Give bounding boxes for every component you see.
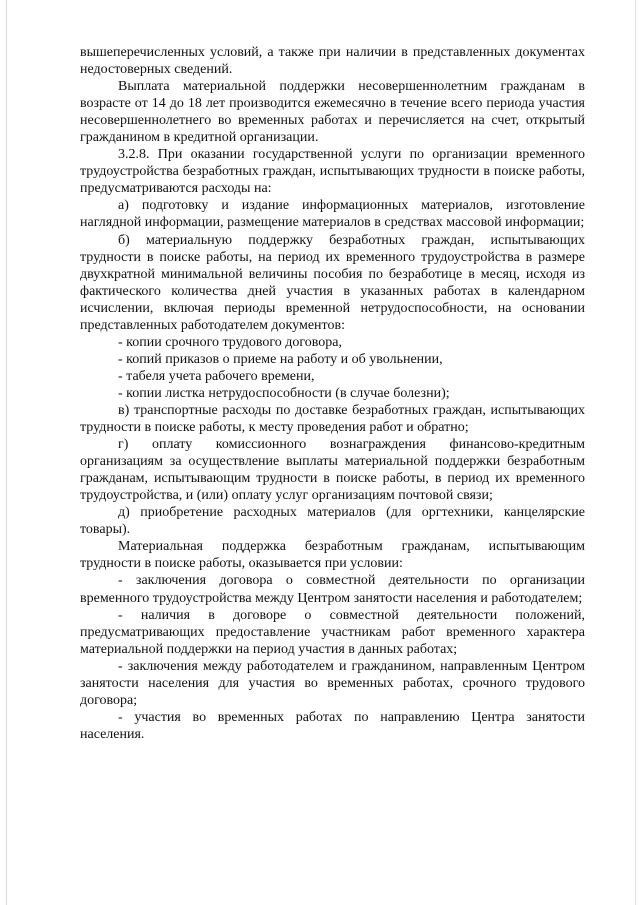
list-item-g: г) оплату комиссионного вознаграждения финансово-кредитным организациям за осуществление выплаты материальной поддержки безработным гражданам, испытывающим трудности в поиске работы, в период их временного трудоустройства, и (или) оплату услуг организациям почтовой связи;: [80, 437, 585, 504]
scan-edge-right: [635, 0, 636, 905]
paragraph-support-conditions: Материальная поддержка безработным гражданам, испытывающим трудности в поиске работы, оказывается при условии:: [80, 539, 585, 572]
list-item-d: д) приобретение расходных материалов (для оргтехники, канцелярские товары).: [80, 505, 585, 538]
document-item-orders: - копий приказов о приеме на работу и об увольнении,: [118, 351, 443, 367]
paragraph-section-3-2-8: 3.2.8. При оказании государственной услуги по организации временного трудоустройства безработных граждан, испытывающих трудности в поиске работы, предусматриваются расходы на:: [80, 147, 585, 197]
paragraph-minor-support: Выплата материальной поддержки несовершеннолетним гражданам в возрасте от 14 до 18 лет производится ежемесячно в течение всего периода участия несовершеннолетнего во временных работах и перечисляется на счет, открытый гражданином в кредитной организации.: [80, 79, 585, 146]
paragraph-continuation: вышеперечисленных условий, а также при наличии в представленных документах недостоверных сведений.: [80, 45, 585, 78]
condition-fixed-term-contract: - заключения между работодателем и гражданином, направленным Центром занятости населения для участия во временных работах, срочного трудового договора;: [80, 658, 585, 708]
document-item-sick-leave: - копии листка нетрудоспособности (в случае болезни);: [118, 385, 450, 401]
condition-agreement: - заключения договора о совместной деятельности по организации временного трудоустройства между Центром занятости населения и работодателем;: [80, 573, 585, 606]
condition-provisions: - наличия в договоре о совместной деятельности положений, предусматривающих предоставление участникам работ временного характера материальной поддержки на период участия в данных работах;: [80, 607, 585, 657]
list-item-b: б) материальную поддержку безработных граждан, испытывающих трудности в поиске работы, на период их временного трудоустройства в размере двухкратной минимальной величины пособия по безработице в месяц, исходя из фактического количества дней участия в указанных работах в календарном исчислении, включая периоды временной нетрудоспособности, на основании представленных работодателем документов:: [80, 232, 585, 333]
document-body: [80, 44, 585, 743]
scan-edge-left: [6, 0, 7, 905]
document-item-timesheet: - табеля учета рабочего времени,: [118, 368, 315, 384]
list-item-a: а) подготовку и издание информационных материалов, изготовление наглядной информации, размещение материалов в средствах массовой информации;: [80, 198, 585, 231]
list-item-v: в) транспортные расходы по доставке безработных граждан, испытывающих трудности в поиске работы, к месту проведения работ и обратно;: [80, 402, 585, 436]
condition-participation: - участия во временных работах по направлению Центра занятости населения.: [80, 709, 585, 742]
document-item-contract: - копии срочного трудового договора,: [118, 334, 343, 350]
